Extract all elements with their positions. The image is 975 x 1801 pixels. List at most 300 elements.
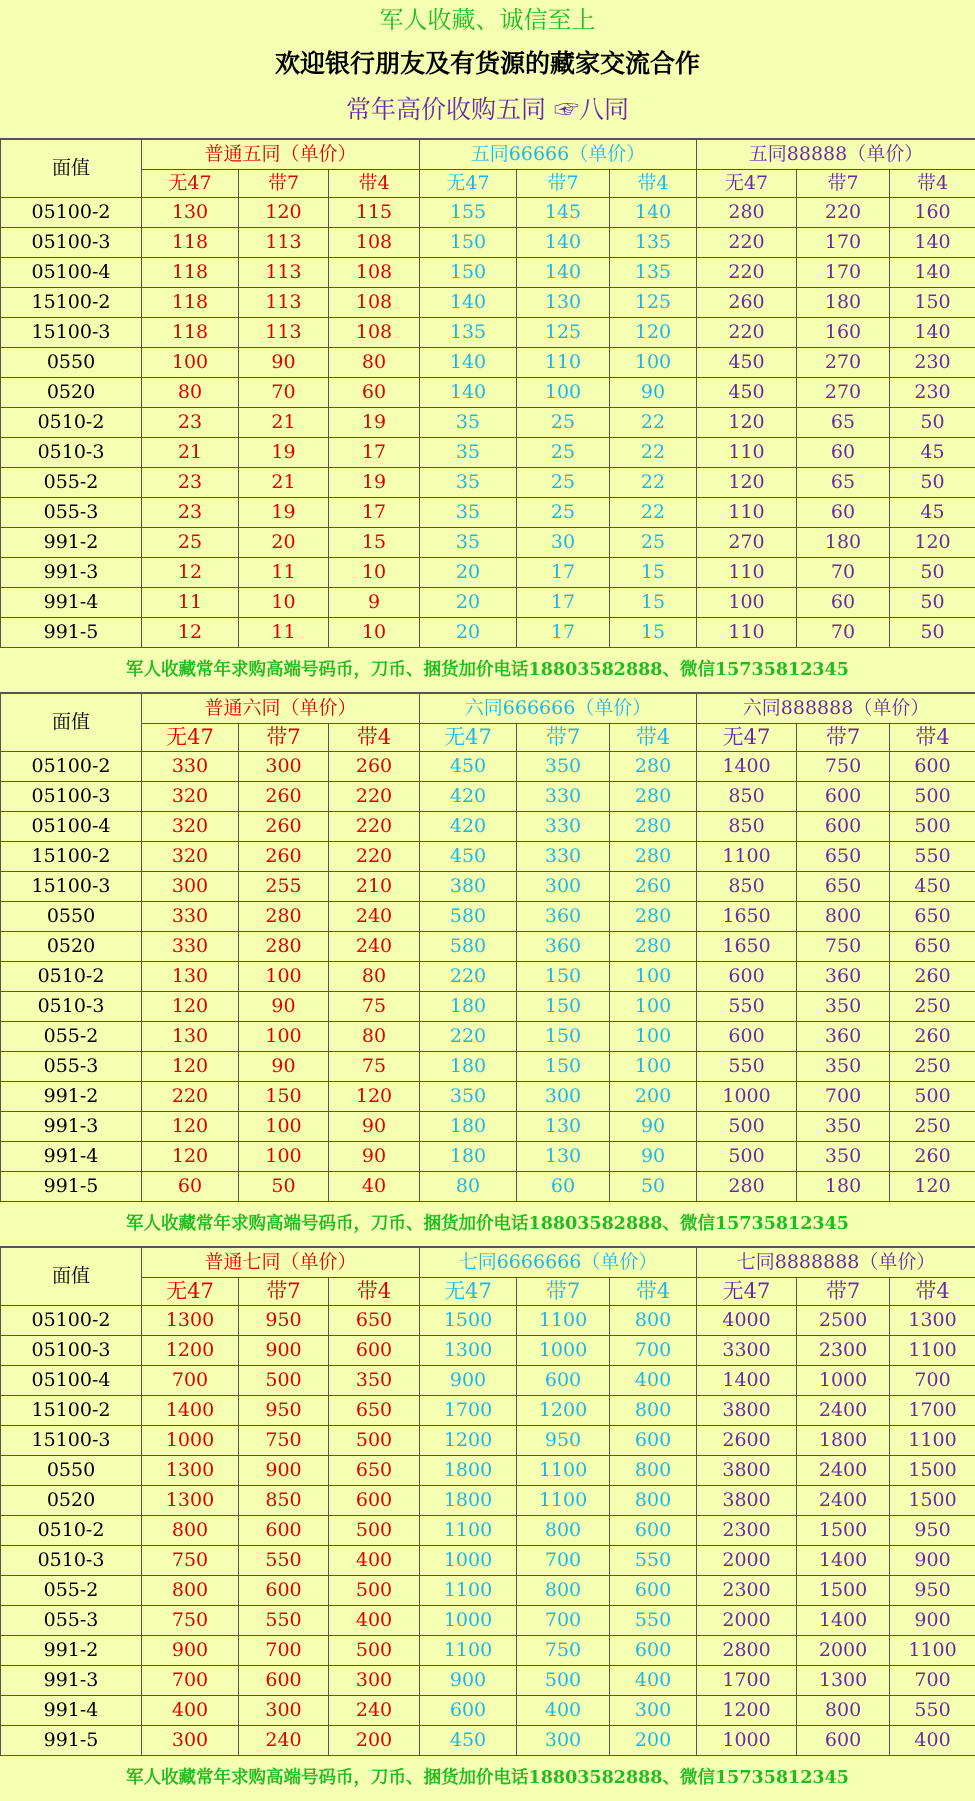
- price-cell: 60: [797, 498, 890, 528]
- price-cell: 260: [239, 842, 329, 872]
- price-cell: 600: [610, 1426, 697, 1456]
- price-cell: 118: [142, 228, 239, 258]
- price-cell: 300: [239, 752, 329, 782]
- price-cell: 600: [697, 962, 797, 992]
- price-cell: 60: [517, 1172, 610, 1202]
- price-cell: 280: [697, 1172, 797, 1202]
- price-cell: 550: [239, 1546, 329, 1576]
- price-cell: 800: [517, 1516, 610, 1546]
- price-cell: 35: [420, 498, 517, 528]
- price-cell: 1000: [697, 1082, 797, 1112]
- price-cell: 360: [797, 962, 890, 992]
- price-cell: 135: [610, 258, 697, 288]
- price-cell: 900: [890, 1546, 975, 1576]
- price-cell: 750: [142, 1546, 239, 1576]
- price-cell: 330: [517, 842, 610, 872]
- denomination-cell: 055-2: [1, 1022, 142, 1052]
- price-cell: 110: [697, 618, 797, 648]
- price-cell: 1400: [697, 752, 797, 782]
- price-cell: 550: [697, 1052, 797, 1082]
- price-cell: 280: [610, 752, 697, 782]
- sub-header: 带4: [329, 170, 420, 198]
- price-cell: 113: [239, 228, 329, 258]
- price-cell: 20: [420, 588, 517, 618]
- price-cell: 25: [517, 468, 610, 498]
- price-cell: 330: [142, 752, 239, 782]
- price-cell: 700: [517, 1546, 610, 1576]
- price-cell: 700: [517, 1606, 610, 1636]
- group-header: 普通六同（单价）: [142, 694, 420, 724]
- price-cell: 10: [239, 588, 329, 618]
- price-cell: 950: [517, 1426, 610, 1456]
- price-cell: 25: [517, 498, 610, 528]
- price-cell: 330: [517, 782, 610, 812]
- price-cell: 230: [890, 378, 975, 408]
- price-cell: 1200: [697, 1696, 797, 1726]
- denomination-cell: 05100-2: [1, 1306, 142, 1336]
- sub-header: 带4: [610, 1278, 697, 1306]
- price-cell: 260: [610, 872, 697, 902]
- price-cell: 600: [697, 1022, 797, 1052]
- price-cell: 2400: [797, 1396, 890, 1426]
- price-cell: 1300: [890, 1306, 975, 1336]
- denomination-cell: 0510-3: [1, 1546, 142, 1576]
- price-table-seven: [0, 1247, 975, 1756]
- price-cell: 360: [517, 902, 610, 932]
- price-cell: 19: [329, 468, 420, 498]
- denomination-cell: 05100-4: [1, 258, 142, 288]
- group-header: 五同66666（单价）: [420, 140, 697, 170]
- sub-header: 无47: [420, 724, 517, 752]
- price-cell: 350: [797, 992, 890, 1022]
- price-cell: 580: [420, 932, 517, 962]
- price-cell: 550: [610, 1546, 697, 1576]
- price-cell: 22: [610, 498, 697, 528]
- table-row: [1, 1142, 975, 1172]
- denomination-cell: 055-2: [1, 468, 142, 498]
- table-row: [1, 1112, 975, 1142]
- price-cell: 45: [890, 498, 975, 528]
- price-cell: 1400: [797, 1606, 890, 1636]
- price-cell: 210: [329, 872, 420, 902]
- price-cell: 800: [142, 1516, 239, 1546]
- price-cell: 850: [697, 782, 797, 812]
- price-cell: 600: [610, 1576, 697, 1606]
- price-cell: 3800: [697, 1396, 797, 1426]
- sub-header: 无47: [697, 170, 797, 198]
- price-cell: 140: [890, 258, 975, 288]
- price-cell: 15: [329, 528, 420, 558]
- price-cell: 240: [329, 932, 420, 962]
- price-cell: 700: [142, 1666, 239, 1696]
- price-cell: 113: [239, 318, 329, 348]
- price-cell: 1100: [517, 1306, 610, 1336]
- price-cell: 1400: [797, 1546, 890, 1576]
- price-cell: 15: [610, 558, 697, 588]
- price-cell: 120: [142, 1142, 239, 1172]
- price-cell: 280: [610, 812, 697, 842]
- price-cell: 500: [697, 1112, 797, 1142]
- price-cell: 110: [697, 498, 797, 528]
- price-cell: 80: [142, 378, 239, 408]
- price-cell: 21: [142, 438, 239, 468]
- price-cell: 20: [239, 528, 329, 558]
- price-cell: 130: [142, 198, 239, 228]
- table-row: [1, 1606, 975, 1636]
- price-cell: 1100: [517, 1456, 610, 1486]
- sub-header: 无47: [142, 170, 239, 198]
- price-cell: 600: [329, 1336, 420, 1366]
- price-cell: 240: [329, 902, 420, 932]
- sub-header: 带4: [890, 170, 975, 198]
- price-cell: 1000: [797, 1366, 890, 1396]
- price-cell: 240: [239, 1726, 329, 1756]
- price-cell: 450: [890, 872, 975, 902]
- price-cell: 600: [239, 1516, 329, 1546]
- price-cell: 900: [420, 1666, 517, 1696]
- price-cell: 800: [797, 902, 890, 932]
- price-cell: 11: [142, 588, 239, 618]
- price-cell: 50: [890, 468, 975, 498]
- denomination-cell: 15100-2: [1, 1396, 142, 1426]
- price-cell: 850: [697, 812, 797, 842]
- price-cell: 22: [610, 438, 697, 468]
- table-row: [1, 588, 975, 618]
- price-cell: 280: [610, 782, 697, 812]
- price-cell: 1800: [420, 1456, 517, 1486]
- price-cell: 350: [797, 1112, 890, 1142]
- price-cell: 19: [329, 408, 420, 438]
- table-row: [1, 1486, 975, 1516]
- group-header: 普通五同（单价）: [142, 140, 420, 170]
- price-cell: 500: [329, 1426, 420, 1456]
- price-cell: 360: [797, 1022, 890, 1052]
- price-cell: 60: [797, 438, 890, 468]
- price-cell: 300: [517, 1726, 610, 1756]
- table-row: [1, 1426, 975, 1456]
- price-cell: 1300: [797, 1666, 890, 1696]
- price-cell: 650: [329, 1456, 420, 1486]
- sub-header: 带7: [239, 724, 329, 752]
- price-cell: 60: [797, 588, 890, 618]
- price-cell: 260: [697, 288, 797, 318]
- price-cell: 1000: [420, 1546, 517, 1576]
- table-row: [1, 378, 975, 408]
- denomination-cell: 05100-2: [1, 752, 142, 782]
- price-cell: 950: [239, 1306, 329, 1336]
- sub-header: 带4: [610, 170, 697, 198]
- price-cell: 1650: [697, 932, 797, 962]
- price-cell: 17: [329, 438, 420, 468]
- price-cell: 15: [610, 618, 697, 648]
- price-cell: 70: [239, 378, 329, 408]
- price-cell: 950: [890, 1576, 975, 1606]
- sub-header: 带4: [610, 724, 697, 752]
- price-cell: 280: [697, 198, 797, 228]
- price-cell: 20: [420, 558, 517, 588]
- price-cell: 450: [420, 842, 517, 872]
- price-cell: 1500: [890, 1456, 975, 1486]
- price-cell: 150: [517, 992, 610, 1022]
- price-cell: 500: [890, 782, 975, 812]
- price-cell: 160: [797, 318, 890, 348]
- price-cell: 145: [517, 198, 610, 228]
- price-cell: 450: [420, 1726, 517, 1756]
- price-cell: 25: [610, 528, 697, 558]
- price-cell: 100: [610, 992, 697, 1022]
- price-cell: 2400: [797, 1456, 890, 1486]
- price-cell: 600: [610, 1636, 697, 1666]
- denomination-cell: 055-3: [1, 1606, 142, 1636]
- price-cell: 950: [239, 1396, 329, 1426]
- price-cell: 2500: [797, 1306, 890, 1336]
- table-row: [1, 1172, 975, 1202]
- price-cell: 135: [420, 318, 517, 348]
- price-cell: 150: [517, 962, 610, 992]
- price-cell: 1200: [142, 1336, 239, 1366]
- price-cell: 900: [420, 1366, 517, 1396]
- denomination-cell: 0550: [1, 902, 142, 932]
- price-cell: 2300: [797, 1336, 890, 1366]
- price-cell: 700: [890, 1666, 975, 1696]
- denomination-cell: 15100-3: [1, 318, 142, 348]
- table-row: [1, 1636, 975, 1666]
- sub-header: 无47: [142, 1278, 239, 1306]
- table-row: [1, 1082, 975, 1112]
- price-cell: 1700: [420, 1396, 517, 1426]
- price-cell: 60: [329, 378, 420, 408]
- price-cell: 115: [329, 198, 420, 228]
- price-cell: 1500: [890, 1486, 975, 1516]
- price-cell: 300: [610, 1696, 697, 1726]
- price-cell: 140: [517, 228, 610, 258]
- price-cell: 600: [239, 1666, 329, 1696]
- price-cell: 250: [890, 1052, 975, 1082]
- price-cell: 25: [142, 528, 239, 558]
- denomination-cell: 0510-2: [1, 962, 142, 992]
- price-cell: 2400: [797, 1486, 890, 1516]
- table-row: [1, 1022, 975, 1052]
- price-cell: 2300: [697, 1576, 797, 1606]
- price-cell: 120: [610, 318, 697, 348]
- sub-header: 无47: [420, 1278, 517, 1306]
- price-cell: 450: [697, 348, 797, 378]
- price-cell: 600: [890, 752, 975, 782]
- denomination-cell: 991-5: [1, 618, 142, 648]
- denomination-cell: 991-2: [1, 1636, 142, 1666]
- contact-footer: 军人收藏常年求购高端号码币，刀币、捆货加价电话18803582888、微信15735812345: [0, 1202, 975, 1247]
- table-row: [1, 1456, 975, 1486]
- table-row: [1, 198, 975, 228]
- price-cell: 180: [420, 1142, 517, 1172]
- price-cell: 1700: [697, 1666, 797, 1696]
- price-cell: 90: [610, 1112, 697, 1142]
- price-cell: 270: [797, 348, 890, 378]
- price-cell: 19: [239, 498, 329, 528]
- price-cell: 22: [610, 468, 697, 498]
- price-cell: 550: [697, 992, 797, 1022]
- price-cell: 17: [517, 558, 610, 588]
- sub-header: 带7: [517, 1278, 610, 1306]
- price-cell: 800: [610, 1486, 697, 1516]
- price-cell: 550: [890, 1696, 975, 1726]
- price-cell: 23: [142, 468, 239, 498]
- price-cell: 1500: [797, 1516, 890, 1546]
- price-cell: 65: [797, 408, 890, 438]
- price-cell: 125: [610, 288, 697, 318]
- denomination-cell: 05100-3: [1, 228, 142, 258]
- denomination-cell: 05100-4: [1, 1366, 142, 1396]
- price-cell: 280: [610, 902, 697, 932]
- price-cell: 100: [239, 1112, 329, 1142]
- price-cell: 330: [517, 812, 610, 842]
- price-cell: 1000: [142, 1426, 239, 1456]
- table-row: [1, 408, 975, 438]
- price-cell: 400: [329, 1546, 420, 1576]
- price-cell: 100: [239, 1022, 329, 1052]
- price-cell: 180: [420, 992, 517, 1022]
- price-cell: 260: [890, 962, 975, 992]
- price-cell: 15: [610, 588, 697, 618]
- group-header: 六同666666（单价）: [420, 694, 697, 724]
- price-cell: 280: [239, 902, 329, 932]
- price-cell: 250: [890, 1112, 975, 1142]
- price-cell: 100: [239, 1142, 329, 1172]
- price-cell: 118: [142, 288, 239, 318]
- contact-footer: 军人收藏常年求购高端号码币，刀币、捆货加价电话18803582888、微信15735812345: [0, 648, 975, 693]
- price-cell: 12: [142, 618, 239, 648]
- table-row: [1, 288, 975, 318]
- denomination-cell: 0510-2: [1, 408, 142, 438]
- price-cell: 1650: [697, 902, 797, 932]
- price-cell: 330: [142, 902, 239, 932]
- price-cell: 220: [329, 812, 420, 842]
- price-cell: 280: [610, 932, 697, 962]
- price-cell: 500: [697, 1142, 797, 1172]
- price-cell: 90: [610, 1142, 697, 1172]
- slogan: 军人收藏、诚信至上: [0, 0, 975, 40]
- table-row: [1, 318, 975, 348]
- price-cell: 550: [610, 1606, 697, 1636]
- price-cell: 108: [329, 228, 420, 258]
- table-row: [1, 752, 975, 782]
- denomination-cell: 055-3: [1, 498, 142, 528]
- price-cell: 500: [517, 1666, 610, 1696]
- price-cell: 1300: [142, 1486, 239, 1516]
- price-cell: 160: [890, 198, 975, 228]
- denomination-cell: 0510-3: [1, 992, 142, 1022]
- sub-header: 无47: [697, 1278, 797, 1306]
- price-cell: 4000: [697, 1306, 797, 1336]
- table-row: [1, 1052, 975, 1082]
- price-cell: 1100: [517, 1486, 610, 1516]
- price-cell: 90: [329, 1142, 420, 1172]
- price-cell: 140: [890, 318, 975, 348]
- price-cell: 900: [239, 1456, 329, 1486]
- price-cell: 350: [420, 1082, 517, 1112]
- price-cell: 3800: [697, 1456, 797, 1486]
- price-cell: 1000: [697, 1726, 797, 1756]
- price-cell: 140: [890, 228, 975, 258]
- table-row: [1, 812, 975, 842]
- price-cell: 1500: [797, 1576, 890, 1606]
- price-cell: 550: [890, 842, 975, 872]
- price-cell: 500: [890, 1082, 975, 1112]
- group-header: 普通七同（单价）: [142, 1248, 420, 1278]
- price-cell: 113: [239, 258, 329, 288]
- price-cell: 1100: [697, 842, 797, 872]
- table-row: [1, 1516, 975, 1546]
- price-cell: 180: [420, 1052, 517, 1082]
- price-cell: 650: [890, 902, 975, 932]
- price-cell: 140: [610, 198, 697, 228]
- sub-header: 带7: [239, 170, 329, 198]
- sub-header: 无47: [420, 170, 517, 198]
- column-header-denomination: 面值: [1, 1248, 142, 1306]
- price-cell: 800: [517, 1576, 610, 1606]
- price-cell: 1100: [890, 1336, 975, 1366]
- price-cell: 90: [610, 378, 697, 408]
- price-cell: 80: [420, 1172, 517, 1202]
- price-cell: 800: [610, 1456, 697, 1486]
- price-cell: 40: [329, 1172, 420, 1202]
- price-cell: 500: [890, 812, 975, 842]
- denomination-cell: 991-3: [1, 1666, 142, 1696]
- price-cell: 75: [329, 1052, 420, 1082]
- price-cell: 150: [517, 1052, 610, 1082]
- price-cell: 400: [329, 1606, 420, 1636]
- price-cell: 50: [610, 1172, 697, 1202]
- price-cell: 110: [697, 438, 797, 468]
- denomination-cell: 055-3: [1, 1052, 142, 1082]
- price-cell: 220: [420, 1022, 517, 1052]
- price-cell: 120: [890, 528, 975, 558]
- price-cell: 140: [420, 348, 517, 378]
- price-cell: 130: [142, 1022, 239, 1052]
- price-cell: 260: [239, 782, 329, 812]
- price-cell: 180: [797, 528, 890, 558]
- price-cell: 135: [610, 228, 697, 258]
- price-cell: 108: [329, 288, 420, 318]
- price-cell: 255: [239, 872, 329, 902]
- price-cell: 200: [610, 1082, 697, 1112]
- price-cell: 900: [239, 1336, 329, 1366]
- price-cell: 300: [517, 1082, 610, 1112]
- price-cell: 100: [610, 348, 697, 378]
- price-cell: 180: [797, 1172, 890, 1202]
- sub-header: 带4: [890, 724, 975, 752]
- price-cell: 300: [142, 872, 239, 902]
- price-cell: 60: [142, 1172, 239, 1202]
- price-cell: 850: [239, 1486, 329, 1516]
- purchase-line: 常年高价收购五同 ☞八同: [0, 88, 975, 132]
- price-cell: 80: [329, 962, 420, 992]
- contact-footer: 军人收藏常年求购高端号码币，刀币、捆货加价电话18803582888、微信15735812345: [0, 1756, 975, 1801]
- price-cell: 220: [142, 1082, 239, 1112]
- price-cell: 270: [797, 378, 890, 408]
- sub-header: 带7: [517, 724, 610, 752]
- table-row: [1, 438, 975, 468]
- price-cell: 1100: [420, 1576, 517, 1606]
- price-cell: 2600: [697, 1426, 797, 1456]
- denomination-cell: 991-3: [1, 558, 142, 588]
- price-cell: 300: [239, 1696, 329, 1726]
- price-cell: 260: [239, 812, 329, 842]
- table-row: [1, 1366, 975, 1396]
- price-cell: 1100: [890, 1426, 975, 1456]
- table-row: [1, 1306, 975, 1336]
- price-cell: 70: [797, 558, 890, 588]
